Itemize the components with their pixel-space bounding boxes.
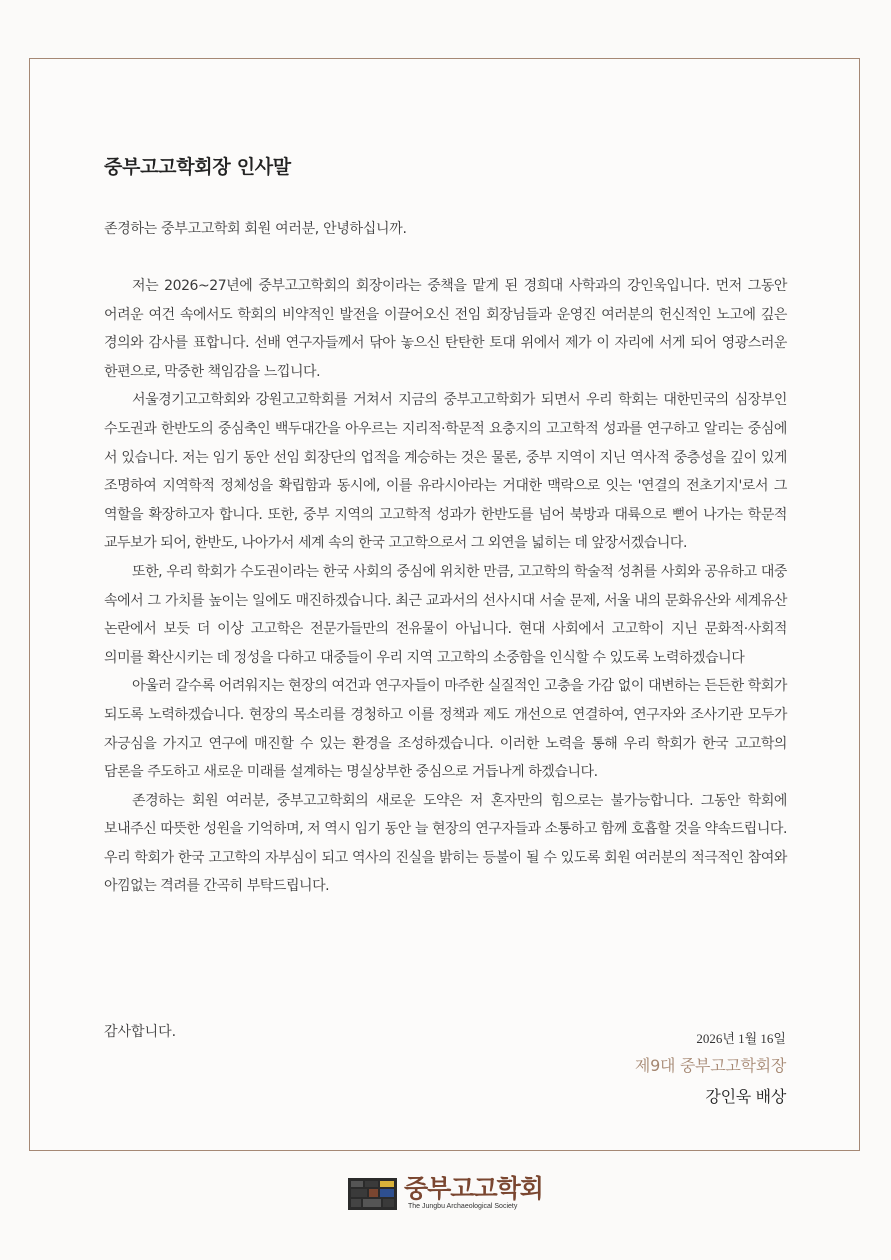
society-logo	[348, 1176, 543, 1212]
signature-date: 2026년 1월 16일	[696, 1031, 786, 1046]
greeting-line: 존경하는 중부고고학회 회원 여러분, 안녕하십니까.	[104, 221, 407, 237]
society-logo-mark-icon	[348, 1178, 397, 1210]
society-logo-subtitle: The Jungbu Archaeological Society	[408, 1203, 518, 1210]
closing-line: 감사합니다.	[104, 1024, 177, 1040]
paragraph: 또한, 우리 학회가 수도권이라는 한국 사회의 중심에 위치한 만큼, 고고학의 학술적 성취를 사회와 공유하고 대중 속에서 그 가치를 높이는 일에도 매진하겠습니다. 최근 교과서의 선사시대 서술 문제, 서울 내의 문화유산와 세계유산 논란에서 보듯 더 이상 고고학은 전문가들만의 전유물이 아닙니다. 현대 사회에서 고고학이 지닌 문화적·사회적 의미를 확산시키는 데 정성을 다하고 대중들이 우리 지역 고고학의 소중함을 인식할 수 있도록 노력하겠습니다	[104, 563, 787, 666]
paragraph: 아울러 갈수록 어려워지는 현장의 여건과 연구자들이 마주한 실질적인 고충을 가감 없이 대변하는 든든한 학회가 되도록 노력하겠습니다. 현장의 목소리를 경청하고 이를 정책과 제도 개선으로 연결하여, 연구자와 조사기관 모두가 자긍심을 가지고 연구에 매진할 수 있는 환경을 조성하겠습니다. 이러한 노력을 통해 우리 학회가 한국 고고학의 담론을 주도하고 새로운 미래를 설계하는 명실상부한 중심으로 거듭나게 하겠습니다.	[104, 678, 787, 781]
page-title: 중부고고학회장 인사말	[104, 156, 291, 178]
signature-position: 제9대 중부고고학회장	[634, 1056, 786, 1075]
paragraph: 서울경기고고학회와 강원고고학회를 거쳐서 지금의 중부고고학회가 되면서 우리 학회는 대한민국의 심장부인 수도권과 한반도의 중심축인 백두대간을 아우르는 지리적·학문적 요충지의 고고학적 성과를 연구하고 알리는 중심에 서 있습니다. 저는 임기 동안 선임 회장단의 업적을 계승하는 것은 물론, 중부 지역이 지닌 역사적 중층성을 깊이 있게 조명하여 지역학적 정체성을 확립함과 동시에, 이를 유라시아라는 거대한 맥락으로 잇는 '연결의 전초기지'로서 그 역할을 확장하고자 합니다. 또한, 중부 지역의 고고학적 성과가 한반도를 넘어 북방과 대륙으로 뻗어 나가는 학문적 교두보가 되어, 한반도, 나아가서 세계 속의 한국 고고학으로서 그 외연을 넓히는 데 앞장서겠습니다.	[104, 392, 787, 552]
letter-body	[104, 272, 787, 901]
paragraph: 존경하는 회원 여러분, 중부고고학회의 새로운 도약은 저 혼자만의 힘으로는 불가능합니다. 그동안 학회에 보내주신 따뜻한 성원을 기억하며, 저 역시 임기 동안 늘 현장의 연구자들과 소통하고 함께 호흡할 것을 약속드립니다. 우리 학회가 한국 고고학의 자부심이 되고 역사의 진실을 밝히는 등불이 될 수 있도록 회원 여러분의 적극적인 참여와 아낌없는 격려를 간곡히 부탁드립니다.	[104, 792, 787, 895]
paragraph: 저는 2026~27년에 중부고고학회의 회장이라는 중책을 맡게 된 경희대 사학과의 강인욱입니다. 먼저 그동안 어려운 여건 속에서도 학회의 비약적인 발전을 이끌어오신 전임 회장님들과 운영진 여러분의 헌신적인 노고에 깊은 경의와 감사를 표합니다. 선배 연구자들께서 닦아 놓으신 탄탄한 토대 위에서 제가 이 자리에 서게 되어 영광스러운 한편으로, 막중한 책임감을 느낍니다.	[104, 278, 787, 380]
signature-block	[635, 1028, 786, 1107]
signature-name: 강인욱 배상	[705, 1087, 786, 1106]
society-logo-name: 중부고고학회	[404, 1174, 543, 1203]
